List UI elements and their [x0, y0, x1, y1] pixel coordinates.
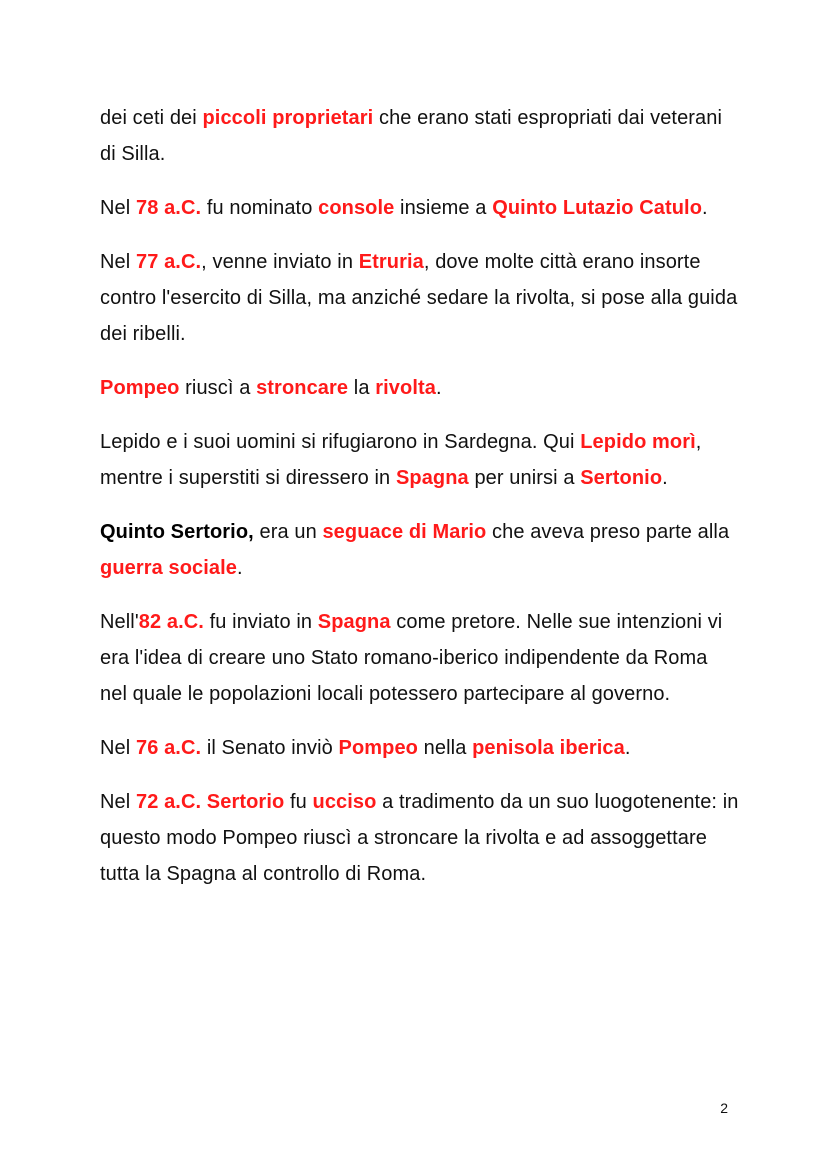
text-run: che aveva preso parte alla	[486, 521, 730, 543]
highlighted-text: 72 a.C. Sertorio	[135, 791, 285, 813]
text-run: che erano stati espropriati dai veterani di Silla.	[100, 107, 723, 165]
highlighted-text: Lepido morì	[580, 431, 696, 453]
highlighted-text: console	[318, 197, 395, 219]
text-run: Nel	[100, 737, 136, 759]
text-run: riuscì a	[179, 377, 257, 399]
highlighted-text: Etruria	[358, 251, 424, 273]
text-run: Nel	[100, 197, 136, 219]
text-run: dei ceti dei	[100, 107, 203, 129]
paragraph	[100, 190, 740, 226]
highlighted-text: 78 a.C.	[135, 197, 202, 219]
text-run: per unirsi a	[468, 467, 581, 489]
highlighted-text: Pompeo	[338, 737, 418, 759]
text-run: .	[237, 557, 243, 579]
text-run: fu inviato in	[203, 611, 318, 633]
document-body	[100, 100, 740, 910]
highlighted-text: Quinto Lutazio Catulo	[492, 197, 703, 219]
highlighted-text: rivolta	[375, 377, 436, 399]
highlighted-text: penisola iberica	[472, 737, 625, 759]
text-run: .	[662, 467, 668, 489]
paragraph	[100, 100, 740, 172]
text-run: nella	[418, 737, 473, 759]
text-run: Lepido e i suoi uomini si rifugiarono in Sardegna. Qui	[100, 431, 581, 453]
highlighted-text: 82 a.C.	[138, 611, 204, 633]
paragraph	[100, 784, 740, 892]
highlighted-text: Spagna	[395, 467, 469, 489]
bold-text: Quinto Sertorio,	[100, 521, 254, 543]
text-run: come pretore. Nelle sue intenzioni vi era l'idea di creare uno Stato romano-iberico indipendente da Roma nel quale le popolazioni locali potessero partecipare al governo.	[100, 611, 723, 705]
highlighted-text: piccoli proprietari	[202, 107, 374, 129]
text-run: .	[702, 197, 708, 219]
text-run: , mentre i superstiti si diressero in	[100, 431, 702, 489]
paragraph	[100, 424, 740, 496]
highlighted-text: 77 a.C.	[135, 251, 202, 273]
highlighted-text: stroncare	[256, 377, 349, 399]
text-run: era un	[253, 521, 323, 543]
text-run: il Senato inviò	[201, 737, 339, 759]
paragraph	[100, 604, 740, 712]
paragraph	[100, 370, 740, 406]
text-run: Nel	[100, 251, 136, 273]
text-run: la	[348, 377, 376, 399]
paragraph	[100, 730, 740, 766]
page-number: 2	[720, 1100, 728, 1116]
highlighted-text: ucciso	[312, 791, 377, 813]
text-run: , venne inviato in	[201, 251, 359, 273]
highlighted-text: Sertonio	[580, 467, 663, 489]
text-run: insieme a	[394, 197, 493, 219]
text-run: a tradimento da un suo luogotenente: in questo modo Pompeo riuscì a stroncare la rivolta e ad assoggettare tutta la Spagna al controllo di Roma.	[100, 791, 739, 885]
highlighted-text: seguace di Mario	[322, 521, 487, 543]
highlighted-text: Spagna	[317, 611, 391, 633]
highlighted-text: guerra sociale	[100, 557, 238, 579]
text-run: fu	[284, 791, 313, 813]
paragraph	[100, 514, 740, 586]
text-run: fu nominato	[201, 197, 319, 219]
highlighted-text: Pompeo	[100, 377, 180, 399]
text-run: Nell'	[100, 611, 139, 633]
highlighted-text: 76 a.C.	[135, 737, 202, 759]
text-run: .	[435, 377, 442, 399]
text-run: .	[624, 737, 631, 759]
text-run: , dove molte città erano insorte contro l'esercito di Silla, ma anziché sedare la rivolta, si pose alla guida dei ribelli.	[100, 251, 738, 345]
paragraph	[100, 244, 740, 352]
text-run: Nel	[100, 791, 136, 813]
